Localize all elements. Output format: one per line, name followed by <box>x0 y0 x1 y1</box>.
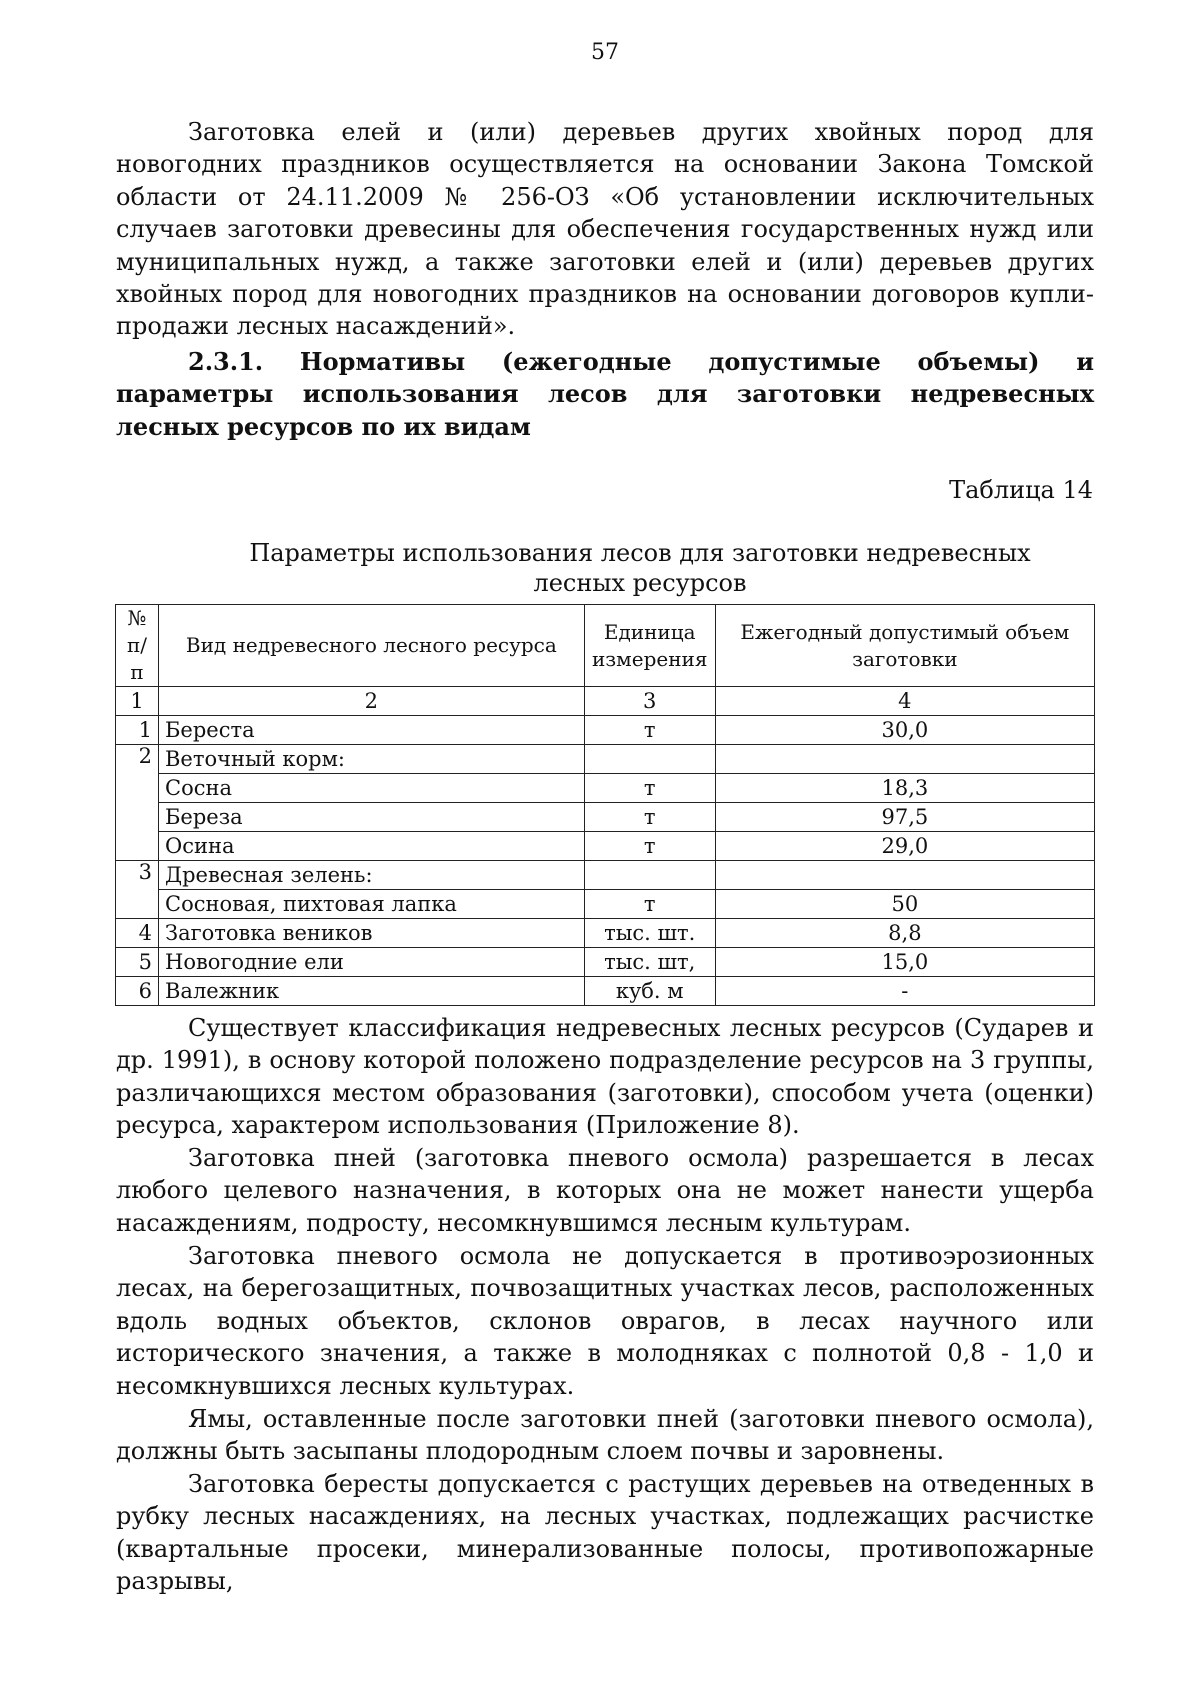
row-name: Осина <box>159 832 585 861</box>
table-row <box>116 774 1095 803</box>
header-volume-line1: Ежегодный допустимый объем <box>740 619 1070 644</box>
header-name: Вид недревесного лесного ресурса <box>159 605 585 687</box>
row-unit: т <box>584 832 715 861</box>
header-num-line2: п/п <box>126 633 148 684</box>
table-row <box>116 861 1095 890</box>
column-number: 4 <box>715 687 1094 716</box>
table-row <box>116 716 1095 745</box>
page-number: 57 <box>591 40 619 65</box>
row-num: 4 <box>116 919 159 948</box>
row-unit: т <box>584 803 715 832</box>
table-row <box>116 977 1095 1006</box>
row-unit: тыс. шт, <box>584 948 715 977</box>
row-name: Заготовка веников <box>159 919 585 948</box>
table-row <box>116 745 1095 774</box>
header-num <box>116 605 159 687</box>
row-value: 29,0 <box>715 832 1094 861</box>
column-number-row <box>116 687 1095 716</box>
row-value: 30,0 <box>715 716 1094 745</box>
row-name: Береста <box>159 716 585 745</box>
paragraph-stumps: Заготовка пней (заготовка пневого осмола) разрешается в лесах любого целевого назначения, в которых она не может нанести ущерба насаждениям, подросту, несомкнувшимся лесным культурам. <box>116 1144 1094 1237</box>
row-value: - <box>715 977 1094 1006</box>
table-label: Таблица 14 <box>949 476 1093 504</box>
column-number: 3 <box>584 687 715 716</box>
table-row <box>116 803 1095 832</box>
row-name: Береза <box>159 803 585 832</box>
header-unit <box>584 605 715 687</box>
row-value: 50 <box>715 890 1094 919</box>
row-name: Древесная зелень: <box>159 861 585 890</box>
paragraph-classification: Существует классификация недревесных лесных ресурсов (Сударев и др. 1991), в основу которой положено подразделение ресурсов на 3 группы, различающихся местом образования (заготовки), способом учета (оценки) ресурса, характером использования (Приложение 8). <box>116 1014 1094 1140</box>
table-row <box>116 948 1095 977</box>
table-row <box>116 919 1095 948</box>
header-volume <box>715 605 1094 687</box>
row-unit <box>584 861 715 890</box>
row-unit: т <box>584 716 715 745</box>
row-value: 8,8 <box>715 919 1094 948</box>
table-caption: Параметры использования лесов для заготовки недревесных лесных ресурсов <box>249 539 1031 597</box>
column-number: 2 <box>159 687 585 716</box>
row-name: Веточный корм: <box>159 745 585 774</box>
row-unit: тыс. шт. <box>584 919 715 948</box>
row-value: 15,0 <box>715 948 1094 977</box>
table-row <box>116 832 1095 861</box>
row-unit: т <box>584 890 715 919</box>
row-value <box>715 745 1094 774</box>
resource-table <box>115 604 1095 1006</box>
table-row <box>116 890 1095 919</box>
row-name: Сосна <box>159 774 585 803</box>
section-heading: 2.3.1. Нормативы (ежегодные допустимые объемы) и параметры использования лесов для заготовки недревесных лесных ресурсов по их видам <box>116 347 1094 441</box>
row-name: Сосновая, пихтовая лапка <box>159 890 585 919</box>
row-num: 5 <box>116 948 159 977</box>
row-name: Валежник <box>159 977 585 1006</box>
row-unit <box>584 745 715 774</box>
column-number: 1 <box>116 687 159 716</box>
row-unit: куб. м <box>584 977 715 1006</box>
row-num: 2 <box>116 745 159 861</box>
row-value <box>715 861 1094 890</box>
header-unit-line1: Единица <box>603 619 696 644</box>
header-num-line1: № <box>127 606 147 630</box>
row-num: 3 <box>116 861 159 919</box>
header-unit-line2: измерения <box>591 646 708 671</box>
row-value: 97,5 <box>715 803 1094 832</box>
paragraph-resin-restrictions: Заготовка пневого осмола не допускается в противоэрозионных лесах, на берегозащитных, почвозащитных участках лесов, расположенных вдоль водных объектов, склонов оврагов, в лесах научного или исторического значения, а также в молодняках с полнотой 0,8 - 1,0 и несомкнувшихся лесных культурах. <box>116 1242 1094 1400</box>
row-num: 1 <box>116 716 159 745</box>
paragraph-pits: Ямы, оставленные после заготовки пней (заготовки пневого осмола), должны быть засыпаны плодородным слоем почвы и заровнены. <box>116 1405 1094 1466</box>
paragraph-intro: Заготовка елей и (или) деревьев других хвойных пород для новогодних праздников осуществляется на основании Закона Томской области от 24.11.2009 № 256-ОЗ «Об установлении исключительных случаев заготовки древесины для обеспечения государственных нужд или муниципальных нужд, а также заготовки елей и (или) деревьев других хвойных пород для новогодних праздников на основании договоров купли-продажи лесных насаждений». <box>116 118 1094 341</box>
row-num: 6 <box>116 977 159 1006</box>
row-unit: т <box>584 774 715 803</box>
paragraph-birch-bark: Заготовка бересты допускается с растущих деревьев на отведенных в рубку лесных насаждениях, на лесных участках, подлежащих расчистке (квартальные просеки, минерализованные полосы, противопожарные разрывы, <box>116 1470 1094 1596</box>
header-volume-line2: заготовки <box>852 646 958 671</box>
row-name: Новогодние ели <box>159 948 585 977</box>
table-header-row <box>116 605 1095 687</box>
row-value: 18,3 <box>715 774 1094 803</box>
